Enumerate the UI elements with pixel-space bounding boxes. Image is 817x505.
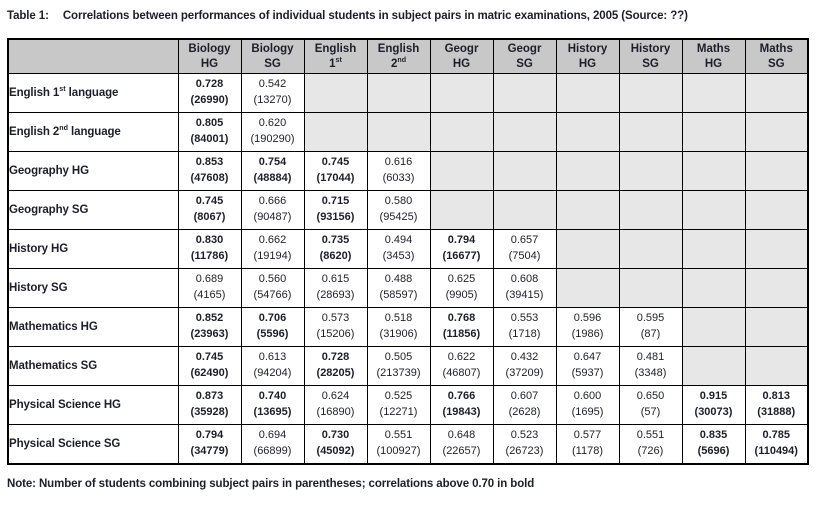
- column-header-geogr-sg: Geogr SG: [493, 39, 556, 74]
- correlation-table: [7, 38, 809, 465]
- student-count: (100927): [376, 444, 421, 457]
- correlation-value: 0.608: [510, 273, 539, 286]
- correlation-cell: [241, 308, 304, 347]
- correlation-value: 0.745: [195, 195, 224, 208]
- correlation-cell: [178, 308, 241, 347]
- student-count: (13270): [253, 94, 292, 106]
- row-label: History HG: [8, 230, 178, 269]
- correlation-value: 0.768: [447, 312, 476, 325]
- empty-cell: [556, 230, 619, 269]
- empty-cell: [745, 308, 808, 347]
- correlation-value: 0.735: [321, 234, 350, 247]
- empty-cell: [430, 152, 493, 191]
- empty-cell: [682, 269, 745, 308]
- student-count: (5696): [697, 444, 730, 457]
- correlation-cell: [367, 308, 430, 347]
- correlation-cell: [241, 74, 304, 113]
- student-count: (16890): [316, 406, 355, 418]
- empty-cell: [682, 191, 745, 230]
- student-count: (45092): [316, 444, 355, 457]
- correlation-value: 0.715: [321, 195, 350, 208]
- empty-cell: [556, 152, 619, 191]
- student-count: (46807): [442, 367, 481, 379]
- correlation-cell: [493, 269, 556, 308]
- correlation-cell: [241, 347, 304, 386]
- correlation-cell: [241, 386, 304, 425]
- correlation-cell: [178, 347, 241, 386]
- correlation-value: 0.657: [510, 234, 539, 247]
- table-row: [8, 386, 808, 425]
- row-label: English 1st language: [8, 74, 178, 113]
- correlation-value: 0.794: [195, 428, 224, 441]
- column-header-english-1st: English 1st: [304, 39, 367, 74]
- correlation-value: 0.728: [195, 78, 224, 91]
- empty-cell: [619, 269, 682, 308]
- correlation-cell: [178, 230, 241, 269]
- row-label: Mathematics SG: [8, 347, 178, 386]
- correlation-value: 0.794: [447, 234, 476, 247]
- correlation-cell: [430, 269, 493, 308]
- correlation-cell: [367, 230, 430, 269]
- correlation-value: 0.766: [447, 390, 476, 403]
- empty-cell: [745, 347, 808, 386]
- student-count: (1718): [508, 328, 541, 340]
- correlation-value: 0.551: [384, 428, 413, 441]
- correlation-value: 0.523: [510, 428, 539, 441]
- correlation-cell: [493, 230, 556, 269]
- table-row: [8, 152, 808, 191]
- student-count: (7504): [508, 250, 541, 262]
- student-count: (1986): [571, 328, 604, 340]
- table-caption-text: Correlations between performances of individual students in subject pairs in matric examinations, 2005 (Source: ??): [62, 10, 688, 22]
- row-label: Geography SG: [8, 191, 178, 230]
- student-count: (95425): [379, 211, 418, 223]
- correlation-cell: [241, 113, 304, 152]
- correlation-value: 0.754: [258, 156, 287, 169]
- empty-cell: [745, 269, 808, 308]
- student-count: (4165): [193, 289, 226, 301]
- correlation-cell: [367, 386, 430, 425]
- empty-cell: [619, 230, 682, 269]
- correlation-value: 0.596: [573, 312, 602, 325]
- correlation-value: 0.666: [258, 195, 287, 208]
- student-count: (35928): [190, 406, 229, 418]
- student-count: (87): [640, 328, 661, 340]
- correlation-value: 0.607: [510, 390, 539, 403]
- student-count: (31906): [379, 328, 418, 340]
- column-header-biology-sg: Biology SG: [241, 39, 304, 74]
- correlation-cell: [619, 425, 682, 464]
- correlation-cell: [304, 269, 367, 308]
- student-count: (17044): [316, 172, 355, 184]
- correlation-value: 0.830: [195, 234, 224, 247]
- student-count: (213739): [376, 367, 421, 379]
- correlation-value: 0.542: [258, 78, 287, 91]
- correlation-cell: [241, 230, 304, 269]
- student-count: (58597): [379, 289, 418, 301]
- empty-cell: [367, 113, 430, 152]
- correlation-cell: [367, 191, 430, 230]
- correlation-value: 0.728: [321, 351, 350, 364]
- correlation-cell: [367, 347, 430, 386]
- correlation-cell: [304, 386, 367, 425]
- empty-cell: [430, 74, 493, 113]
- empty-cell: [745, 230, 808, 269]
- correlation-value: 0.647: [573, 351, 602, 364]
- correlation-value: 0.600: [573, 390, 602, 403]
- correlation-value: 0.625: [447, 273, 476, 286]
- student-count: (19843): [442, 406, 481, 418]
- student-count: (30073): [694, 406, 733, 418]
- column-header-biology-hg: Biology HG: [178, 39, 241, 74]
- empty-cell: [304, 113, 367, 152]
- corner-cell: [8, 39, 178, 74]
- table-caption: [7, 10, 810, 22]
- row-label: Physical Science SG: [8, 425, 178, 464]
- correlation-cell: [304, 425, 367, 464]
- correlation-value: 0.432: [510, 351, 539, 364]
- correlation-cell: [745, 425, 808, 464]
- correlation-cell: [178, 152, 241, 191]
- correlation-cell: [367, 269, 430, 308]
- correlation-cell: [367, 152, 430, 191]
- student-count: (5596): [256, 328, 289, 340]
- correlation-cell: [241, 191, 304, 230]
- student-count: (28693): [316, 289, 355, 301]
- correlation-value: 0.613: [258, 351, 287, 364]
- student-count: (1695): [571, 406, 604, 418]
- student-count: (31888): [757, 406, 796, 418]
- student-count: (8067): [193, 211, 226, 223]
- empty-cell: [745, 191, 808, 230]
- correlation-cell: [178, 425, 241, 464]
- student-count: (22657): [442, 444, 481, 457]
- student-count: (54766): [253, 289, 292, 301]
- student-count: (47608): [190, 172, 229, 184]
- correlation-value: 0.553: [510, 312, 539, 325]
- column-header-history-hg: History HG: [556, 39, 619, 74]
- student-count: (93156): [316, 211, 355, 223]
- correlation-value: 0.620: [258, 117, 287, 130]
- empty-cell: [493, 191, 556, 230]
- empty-cell: [493, 74, 556, 113]
- correlation-cell: [682, 425, 745, 464]
- correlation-cell: [304, 152, 367, 191]
- column-header-maths-sg: Maths SG: [745, 39, 808, 74]
- correlation-cell: [304, 230, 367, 269]
- student-count: (28205): [316, 367, 355, 379]
- correlation-cell: [178, 386, 241, 425]
- empty-cell: [493, 152, 556, 191]
- empty-cell: [619, 113, 682, 152]
- correlation-cell: [619, 386, 682, 425]
- student-count: (66899): [253, 444, 292, 457]
- correlation-cell: [556, 425, 619, 464]
- correlation-cell: [556, 308, 619, 347]
- empty-cell: [745, 113, 808, 152]
- correlation-value: 0.915: [699, 390, 728, 403]
- correlation-cell: [682, 386, 745, 425]
- correlation-value: 0.648: [447, 428, 476, 441]
- correlation-value: 0.525: [384, 390, 413, 403]
- correlation-cell: [178, 269, 241, 308]
- correlation-cell: [241, 425, 304, 464]
- correlation-value: 0.745: [195, 351, 224, 364]
- table-row: [8, 347, 808, 386]
- student-count: (12271): [379, 406, 418, 418]
- student-count: (48884): [253, 172, 292, 184]
- correlation-value: 0.785: [762, 428, 791, 441]
- empty-cell: [556, 113, 619, 152]
- correlation-value: 0.745: [321, 156, 350, 169]
- table-row: [8, 191, 808, 230]
- row-label: Geography HG: [8, 152, 178, 191]
- row-label: Mathematics HG: [8, 308, 178, 347]
- student-count: (11856): [442, 328, 481, 340]
- correlation-cell: [430, 230, 493, 269]
- row-label: English 2nd language: [8, 113, 178, 152]
- empty-cell: [556, 269, 619, 308]
- correlation-value: 0.813: [762, 390, 791, 403]
- correlation-value: 0.595: [636, 312, 665, 325]
- correlation-value: 0.505: [384, 351, 413, 364]
- student-count: (57): [640, 406, 661, 418]
- correlation-cell: [304, 191, 367, 230]
- correlation-cell: [241, 269, 304, 308]
- empty-cell: [556, 191, 619, 230]
- correlation-cell: [178, 191, 241, 230]
- row-label: Physical Science HG: [8, 386, 178, 425]
- table-row: [8, 113, 808, 152]
- correlation-cell: [178, 74, 241, 113]
- student-count: (84001): [190, 133, 229, 145]
- student-count: (37209): [505, 367, 544, 379]
- empty-cell: [682, 347, 745, 386]
- correlation-value: 0.805: [195, 117, 224, 130]
- correlation-value: 0.835: [699, 428, 728, 441]
- table-footnote: Note: Number of students combining subject pairs in parentheses; correlations above 0.70 in bold: [7, 477, 535, 490]
- student-count: (8620): [319, 250, 352, 262]
- table-row: [8, 230, 808, 269]
- correlation-cell: [430, 308, 493, 347]
- correlation-value: 0.853: [195, 156, 224, 169]
- empty-cell: [619, 191, 682, 230]
- student-count: (13695): [253, 406, 292, 418]
- student-count: (39415): [505, 289, 544, 301]
- empty-cell: [745, 74, 808, 113]
- empty-cell: [430, 191, 493, 230]
- column-header-maths-hg: Maths HG: [682, 39, 745, 74]
- empty-cell: [367, 74, 430, 113]
- correlation-value: 0.694: [258, 428, 287, 441]
- correlation-cell: [745, 386, 808, 425]
- row-label: History SG: [8, 269, 178, 308]
- correlation-value: 0.706: [258, 312, 287, 325]
- empty-cell: [682, 74, 745, 113]
- table-caption-label: Table 1:: [7, 10, 49, 22]
- correlation-value: 0.577: [573, 428, 602, 441]
- student-count: (6033): [382, 172, 415, 184]
- correlation-cell: [493, 425, 556, 464]
- correlation-cell: [556, 347, 619, 386]
- student-count: (2628): [508, 406, 541, 418]
- correlation-cell: [430, 386, 493, 425]
- correlation-value: 0.573: [321, 312, 350, 325]
- column-header-history-sg: History SG: [619, 39, 682, 74]
- student-count: (62490): [190, 367, 229, 379]
- student-count: (11786): [190, 250, 229, 262]
- table-header-row: [8, 39, 808, 74]
- student-count: (19194): [253, 250, 292, 262]
- correlation-cell: [493, 386, 556, 425]
- correlation-value: 0.740: [258, 390, 287, 403]
- table-row: [8, 308, 808, 347]
- table-header: [8, 39, 808, 74]
- student-count: (3348): [634, 367, 667, 379]
- student-count: (90487): [253, 211, 292, 223]
- correlation-value: 0.551: [636, 428, 665, 441]
- student-count: (110494): [754, 444, 798, 457]
- correlation-cell: [619, 347, 682, 386]
- empty-cell: [682, 152, 745, 191]
- correlation-cell: [367, 425, 430, 464]
- table-row: [8, 74, 808, 113]
- correlation-value: 0.662: [258, 234, 287, 247]
- empty-cell: [619, 152, 682, 191]
- student-count: (16677): [442, 250, 481, 262]
- empty-cell: [619, 74, 682, 113]
- correlation-value: 0.494: [384, 234, 413, 247]
- correlation-value: 0.624: [321, 390, 350, 403]
- table-body: [8, 74, 808, 464]
- empty-cell: [682, 308, 745, 347]
- column-header-geogr-hg: Geogr HG: [430, 39, 493, 74]
- correlation-value: 0.689: [195, 273, 224, 286]
- correlation-cell: [493, 308, 556, 347]
- correlation-cell: [304, 308, 367, 347]
- empty-cell: [430, 113, 493, 152]
- correlation-value: 0.518: [384, 312, 413, 325]
- correlation-cell: [493, 347, 556, 386]
- table-row: [8, 425, 808, 464]
- student-count: (190290): [250, 133, 295, 145]
- correlation-cell: [304, 347, 367, 386]
- student-count: (3453): [382, 250, 415, 262]
- correlation-value: 0.580: [384, 195, 413, 208]
- correlation-value: 0.650: [636, 390, 665, 403]
- empty-cell: [745, 152, 808, 191]
- correlation-cell: [241, 152, 304, 191]
- empty-cell: [304, 74, 367, 113]
- student-count: (26990): [190, 94, 229, 106]
- empty-cell: [682, 230, 745, 269]
- empty-cell: [682, 113, 745, 152]
- correlation-value: 0.615: [321, 273, 350, 286]
- correlation-value: 0.730: [321, 428, 350, 441]
- empty-cell: [493, 113, 556, 152]
- student-count: (26723): [505, 444, 544, 457]
- correlation-cell: [430, 347, 493, 386]
- correlation-value: 0.616: [384, 156, 413, 169]
- student-count: (5937): [571, 367, 604, 379]
- student-count: (9905): [445, 289, 478, 301]
- correlation-cell: [430, 425, 493, 464]
- correlation-value: 0.622: [447, 351, 476, 364]
- student-count: (34779): [190, 444, 229, 457]
- student-count: (1178): [572, 444, 603, 457]
- correlation-value: 0.560: [258, 273, 287, 286]
- student-count: (23963): [190, 328, 229, 340]
- correlation-cell: [619, 308, 682, 347]
- correlation-value: 0.481: [636, 351, 665, 364]
- column-header-english-2nd: English 2nd: [367, 39, 430, 74]
- correlation-value: 0.873: [195, 390, 224, 403]
- correlation-cell: [556, 386, 619, 425]
- correlation-cell: [178, 113, 241, 152]
- student-count: (726): [637, 444, 664, 457]
- correlation-value: 0.488: [384, 273, 413, 286]
- table-row: [8, 269, 808, 308]
- empty-cell: [556, 74, 619, 113]
- student-count: (94204): [253, 367, 292, 379]
- student-count: (15206): [316, 328, 355, 340]
- correlation-value: 0.852: [195, 312, 224, 325]
